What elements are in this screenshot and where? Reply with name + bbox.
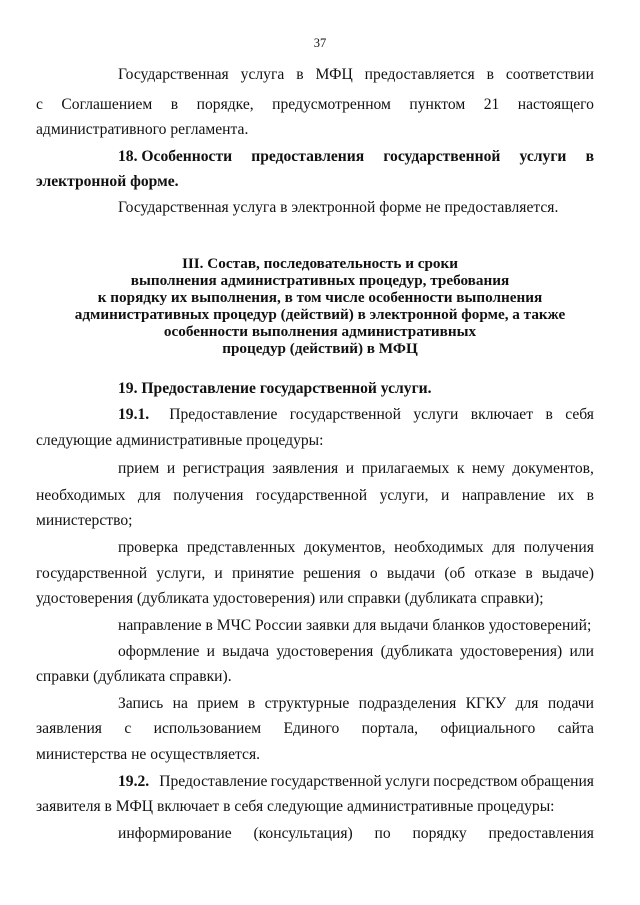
word: на [172, 695, 188, 712]
word: соответствии [505, 66, 594, 83]
word: предоставления [488, 825, 594, 842]
word: официального [440, 720, 536, 737]
word: их [557, 487, 575, 504]
p1-line2 [36, 96, 594, 114]
word: сайта [557, 720, 594, 737]
word: государственной [270, 773, 382, 790]
p192-line1-text [159, 773, 594, 791]
word: подачи [547, 695, 594, 712]
p191-line2: следующие административные процедуры: [36, 432, 324, 449]
word: предоставляется [364, 66, 475, 83]
word: и [166, 460, 176, 477]
heading-line-1: III. Состав, последовательность и сроки [181, 255, 459, 272]
word: предоставления [251, 148, 365, 165]
word: прилагаемых [361, 460, 450, 477]
word: подразделения [358, 695, 457, 712]
word: (об [444, 565, 466, 582]
word: получения [173, 487, 244, 504]
p192-line1 [118, 773, 594, 791]
p192-number: 19.2. [118, 773, 150, 790]
word: государственной [255, 487, 368, 504]
page-number: 37 [313, 36, 327, 50]
word: принятие [231, 565, 295, 582]
word: использованием [153, 720, 262, 737]
word: выдача [222, 643, 270, 660]
word: услуги [519, 148, 567, 165]
item2-line2 [36, 565, 594, 583]
word: Государственная [118, 66, 229, 83]
word: структурные [264, 695, 350, 712]
word: документов, [304, 539, 386, 556]
p1-line1 [118, 66, 594, 84]
word: настоящего [517, 96, 594, 113]
word: к [456, 460, 465, 477]
word: предусмотренном [272, 96, 391, 113]
word: МФЦ [315, 66, 353, 83]
word: прием [197, 695, 239, 712]
p191-number: 19.1. [118, 406, 150, 423]
word: порядку [412, 825, 467, 842]
word: для [137, 487, 161, 504]
s18-title-line1 [118, 148, 594, 166]
word: выдачи [386, 565, 436, 582]
word: удостоверения [276, 643, 374, 660]
word: и [214, 565, 223, 582]
record-line3: министерства не осуществляется. [36, 746, 261, 763]
heading-line-6: процедур (действий) в МФЦ [222, 340, 418, 357]
word: о [369, 565, 378, 582]
item2-line3: удостоверения (дубликата удостоверения) или справки (дубликата справки); [36, 590, 544, 607]
word: необходимых [394, 539, 484, 556]
word: направление [461, 487, 546, 504]
word: и [206, 643, 216, 660]
word: включает [470, 406, 534, 423]
word: услуги [384, 773, 431, 790]
word: информирование [118, 825, 232, 842]
word: и [345, 460, 355, 477]
word: с [36, 96, 43, 113]
record-line1 [118, 695, 594, 713]
word: Единого [283, 720, 340, 737]
word: услуги, [156, 565, 206, 582]
word: в [486, 66, 494, 83]
word: получения [523, 539, 594, 556]
word: КГКУ [465, 695, 507, 712]
word: удостоверения) [459, 643, 563, 660]
word: государственной [289, 406, 401, 423]
word: услуги [413, 406, 459, 423]
word: в [545, 406, 553, 423]
word: Предоставление [169, 406, 278, 423]
heading-line-4: административных процедур (действий) в электронной форме, а также [74, 306, 566, 323]
word: в [525, 565, 533, 582]
word: и [441, 487, 450, 504]
word: порядке, [196, 96, 254, 113]
word: Запись [118, 695, 164, 712]
item1-line3: министерство; [36, 512, 133, 529]
word: (консультация) [253, 825, 353, 842]
word: в [247, 695, 256, 712]
word: проверка [118, 539, 179, 556]
word: необходимых [36, 487, 126, 504]
p1-line3: административного регламента. [36, 121, 249, 138]
s19-title: 19. Предоставление государственной услуги. [118, 380, 432, 397]
word: выдаче) [541, 565, 594, 582]
word: в [170, 96, 179, 113]
item1-line1 [118, 460, 594, 478]
word: для [492, 539, 516, 556]
word: услуги, [379, 487, 429, 504]
p191-line1 [118, 406, 594, 424]
word: портала, [361, 720, 419, 737]
word: или [569, 643, 594, 660]
word: в [586, 487, 594, 504]
word: представленных [186, 539, 296, 556]
word: для [515, 695, 539, 712]
word: Предоставление [159, 773, 268, 790]
p192-line2: заявителя в МФЦ включает в себя следующие административные процедуры: [36, 798, 555, 815]
word: отказе [474, 565, 517, 582]
s18-text: Государственная услуга в электронной форме не предоставляется. [118, 199, 559, 216]
word: пунктом [409, 96, 466, 113]
word: с [124, 720, 132, 737]
item4-line2: справки (дубликата справки). [36, 668, 232, 685]
word: в [296, 66, 304, 83]
heading-line-5: особенности выполнения административных [163, 323, 477, 340]
item2-line1 [118, 539, 594, 557]
item1-line2 [36, 487, 594, 505]
word: оформление [118, 643, 200, 660]
word: нему [471, 460, 505, 477]
word: Соглашением [61, 96, 153, 113]
heading-line-2: выполнения административных процедур, требования [130, 272, 510, 289]
word: 21 [483, 96, 500, 113]
s18-title-line2: электронной форме. [36, 173, 179, 190]
word: государственной [36, 565, 148, 582]
word: заявления [272, 460, 339, 477]
word: заявления [36, 720, 102, 737]
word: услуга [240, 66, 285, 83]
last-line1 [118, 825, 594, 843]
word: (дубликата [380, 643, 453, 660]
word: государственной [383, 148, 501, 165]
word: регистрация [182, 460, 265, 477]
word: посредством [433, 773, 518, 790]
word: документов, [512, 460, 594, 477]
word: решения [303, 565, 361, 582]
word: 18. Особенности [118, 148, 233, 165]
word: в [585, 148, 594, 165]
word: себя [565, 406, 594, 423]
word: по [374, 825, 391, 842]
item3: направление в МЧС России заявки для выдачи бланков удостоверений; [118, 617, 592, 634]
word: обращения [520, 773, 594, 790]
record-line2 [36, 720, 594, 738]
heading-line-3: к порядку их выполнения, в том числе особенности выполнения [97, 289, 543, 306]
p191-line1-text [169, 406, 594, 424]
word: прием [118, 460, 160, 477]
item4-line1 [118, 643, 594, 661]
